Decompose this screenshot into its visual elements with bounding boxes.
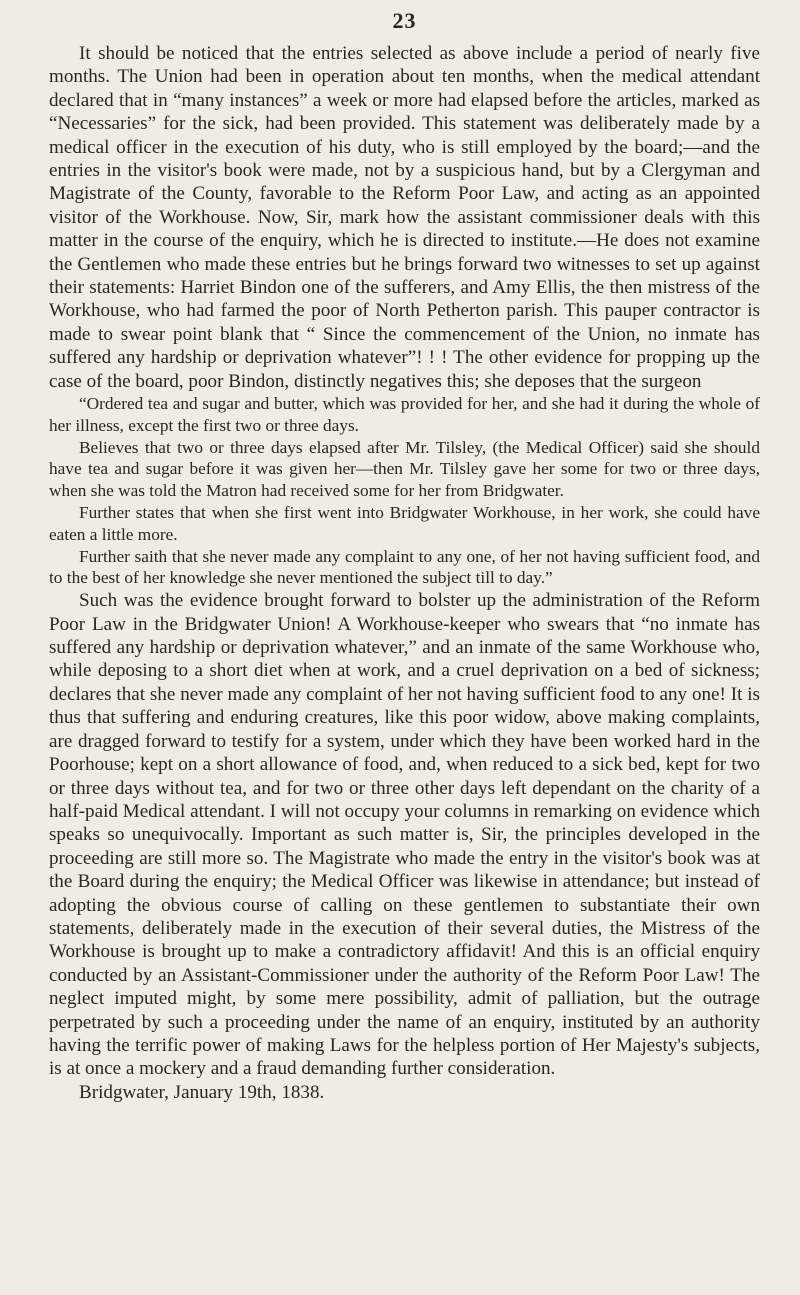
article-body [49,42,760,1104]
quote-paragraph-4: Further saith that she never made any complaint to any one, of her not having sufficient food, and to the best of her knowledge she never mentioned the subject till to day.” [49,546,760,588]
paragraph-2: Such was the evidence brought forward to bolster up the administration of the Reform Poor Law in the Bridgwater Union! A Workhouse-keeper who swears that “no inmate has suffered any hardship or deprivation whatever,” and an inmate of the same Workhouse who, while deposing to a short diet when at work, and a cruel deprivation on a bed of sickness; declares that she never made any complaint of her not having sufficient food to any one! It is thus that suffering and enduring creatures, like this poor widow, above making complaints, are dragged forward to testify for a system, under which they have been worked hard in the Poorhouse; kept on a short allowance of food, and, when reduced to a sick bed, kept for two or three days without tea, and for two or three other days left dependant on the charity of a half-paid Medical attendant. I will not occupy your columns in remarking on evidence which speaks so unequivocally. Important as such matter is, Sir, the principles developed in the proceeding are still more so. The Magistrate who made the entry in the visitor's book was at the Board during the enquiry; the Medical Officer was likewise in attendance; but instead of adopting the obvious course of calling on these gentlemen to substantiate their own statements, deliberately made in the execution of their several duties, the Mistress of the Workhouse is brought up to make a contradictory affidavit! And this is an official enquiry conducted by an Assistant-Commissioner under the authority of the Reform Poor Law! The neglect imputed might, by some mere possibility, admit of palliation, but the outrage perpetrated by such a proceeding under the name of an enquiry, instituted by an authority having the terrific power of making Laws for the helpless portion of Her Majesty's subjects, is at once a mockery and a fraud demanding further consideration. [49,590,760,1080]
dateline: Bridgwater, January 19th, 1838. [79,1081,325,1103]
quote-paragraph-3: Further states that when she first went into Bridgwater Workhouse, in her work, she could have eaten a little more. [49,503,760,544]
quote-paragraph-2: Believes that two or three days elapsed after Mr. Tilsley, (the Medical Officer) said she should have tea and sugar before it was given her—then Mr. Tilsley gave her some for two or three days, when she was told the Matron had received some for her from Bridgwater. [49,437,760,501]
deposition-quote [49,393,760,589]
quote-paragraph-1: “Ordered tea and sugar and butter, which was provided for her, and she had it during the whole of her illness, except the first two or three days. [49,394,760,435]
page-number: 23 [392,8,417,33]
paragraph-1: It should be noticed that the entries selected as above include a period of nearly five months. The Union had been in operation about ten months, when the medical attendant declared that in “many instances” a week or more had elapsed before the articles, marked as “Necessaries” for the sick, had been provided. This statement was deliberately made by a medical officer in the execution of his duty, who is still employed by the board;—and the entries in the visitor's book were made, not by a suspicious hand, but by a Clergyman and Magistrate of the County, favorable to the Reform Poor Law, and acting as an appointed visitor of the Workhouse. Now, Sir, mark how the assistant commissioner deals with this matter in the course of the enquiry, which he is directed to institute.—He does not examine the Gentlemen who made these entries but he brings forward two witnesses to set up against their statements: Harriet Bindon one of the sufferers, and Amy Ellis, the then mistress of the Workhouse, who had farmed the poor of North Petherton parish. This pauper contractor is made to swear point blank that “ Since the commencement of the Union, no inmate has suffered any hardship or deprivation whatever”! ! ! The other evidence for propping up the case of the board, poor Bindon, distinctly negatives this; she deposes that the surgeon [49,43,760,392]
